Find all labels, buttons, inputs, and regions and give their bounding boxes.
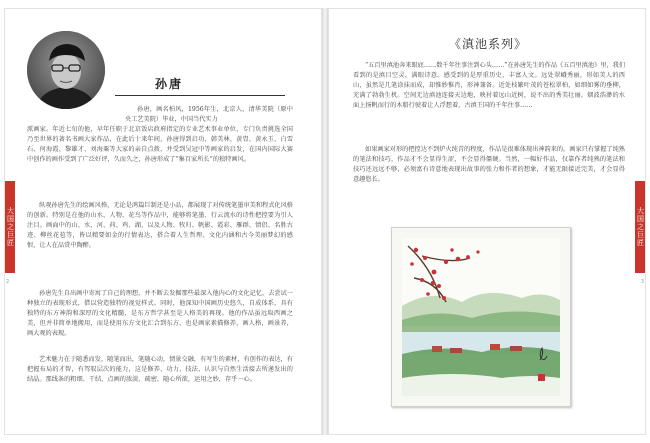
series-intro-paragraph: “五百里滇池奔来眼底……数千年往事注到心头……”在孙唐先生的作品《五百里滇池》里，我们看到的是滇目空灵，满眼诗意。感受到的是厚重历史，丰富人文。远处翠峨秀丽，形如美人的西山，虽然是几笔涂抹而成，却惟妙惟肖，形神兼备。近处枝繁叶茂的苍松翠柏，如细如雾的垂柳，充满了勃勃生机。空间无边滇池连接天边地，映衬着远山近树，说不出的秀美壮丽。烟波浩渺的水面上扬帆而行的木船行驶着让人浮想着，古滇王国的千年往事…… — [353, 62, 625, 109]
bio-paragraph-2: 派画家。年近七旬的他，早年任职于北京饭店政府指定的专业艺术事业单位，专门负责挑选全国乃至世界的著名书画大家作品，在此后十来年间，孙唐得到启功、韩美林、黄胄、黄永玉、白雪石、何海霞、黎雄才、刘海粟等大家的亲自点拨，并受到吴冠中等画家的启发，在国内国际大赛中创作的画作受到了广泛好评，久而久之，孙唐形成了“集百家所长”的独特画风。 — [27, 126, 293, 163]
name-divider — [115, 95, 285, 96]
left-page-number: 2 — [6, 279, 10, 285]
style-paragraph: 纵观孙唐先生的绘画风格，无论是鸿篇巨制还是小品，都展现了对传统笔墨审美和程式化风格的创新。特别是在他的山水、人物、花鸟等作品中，能够将笔墨、行云流水的诗性把控要为引人注目。画面中的山、水、河、荷、鸡、湖，以及人物、牧归、帆影、霞彩、雁群、情侣、名胜古迹、柳丝花苞等，皆以精要如金的行情表达，搭合着人生哲理、文化内涵和古今美丽梦幻的感恨，让人在品赏中陶醉。 — [27, 202, 293, 249]
dianchi-painting — [391, 227, 571, 407]
series-title: 《滇池系列》 — [448, 37, 527, 51]
artist-name: 孙唐 — [155, 77, 184, 91]
technique-paragraph: 如果画家对形的把控达不到炉火纯青的程度，作品是很难体现出神韵来的。画家只有掌握了纯熟的笔法和技巧，作品才不会显得生涩，不会显得僵硬。当然，一幅好作品，仅靠作者纯熟的笔法和技巧还远远不够，必须富有诗意地表现出故事的张力和作者的想象，才能无限接近完美，才会显得意趣悠长。 — [353, 146, 625, 183]
right-page — [328, 8, 646, 435]
left-page — [4, 8, 322, 435]
left-side-tab: 大国之巨匠 — [5, 181, 15, 273]
bio-paragraph-1: 孙唐，画名柏风，1956年生，北京人，清华美院（原中央工艺美院）毕业，中国当代实力 — [125, 106, 293, 123]
artist-portrait — [27, 31, 105, 109]
right-page-number: 3 — [640, 279, 644, 285]
charm-paragraph: 艺术魅力在于随悉而发，随笔而出，笔随心动，情景交融，有写生的素材，有创作的表达，有把握布局的才智，有驾驭层次的能力，这是修养、功力、技法、认识与自然生活接去所递发出的结晶。那线条的粗细、干结、点画的浓淡、疏密，随心所欲，运用之妙，存乎一心。 — [27, 356, 293, 383]
right-side-tab: 大国之巨匠 — [635, 181, 645, 273]
ideals-paragraph: 孙唐先生自出画中寄寓了自己的理想，并不断去发掘那些最深入他内心的文化记忆，去尝试一种独立的表现形式，借以营造独特的视觉样式。同时，他深知中国画历史悠久，自成体系，具有独特的东方神韵和深厚的文化精髓，是东方哲学甚至是人格美的再现。他的作品虽远取西画之美，但并非简单地搬用，而是使用东方文化汇合到东方，也是画家素描修养，画人格，画景养，画大观的表现。 — [27, 290, 293, 337]
